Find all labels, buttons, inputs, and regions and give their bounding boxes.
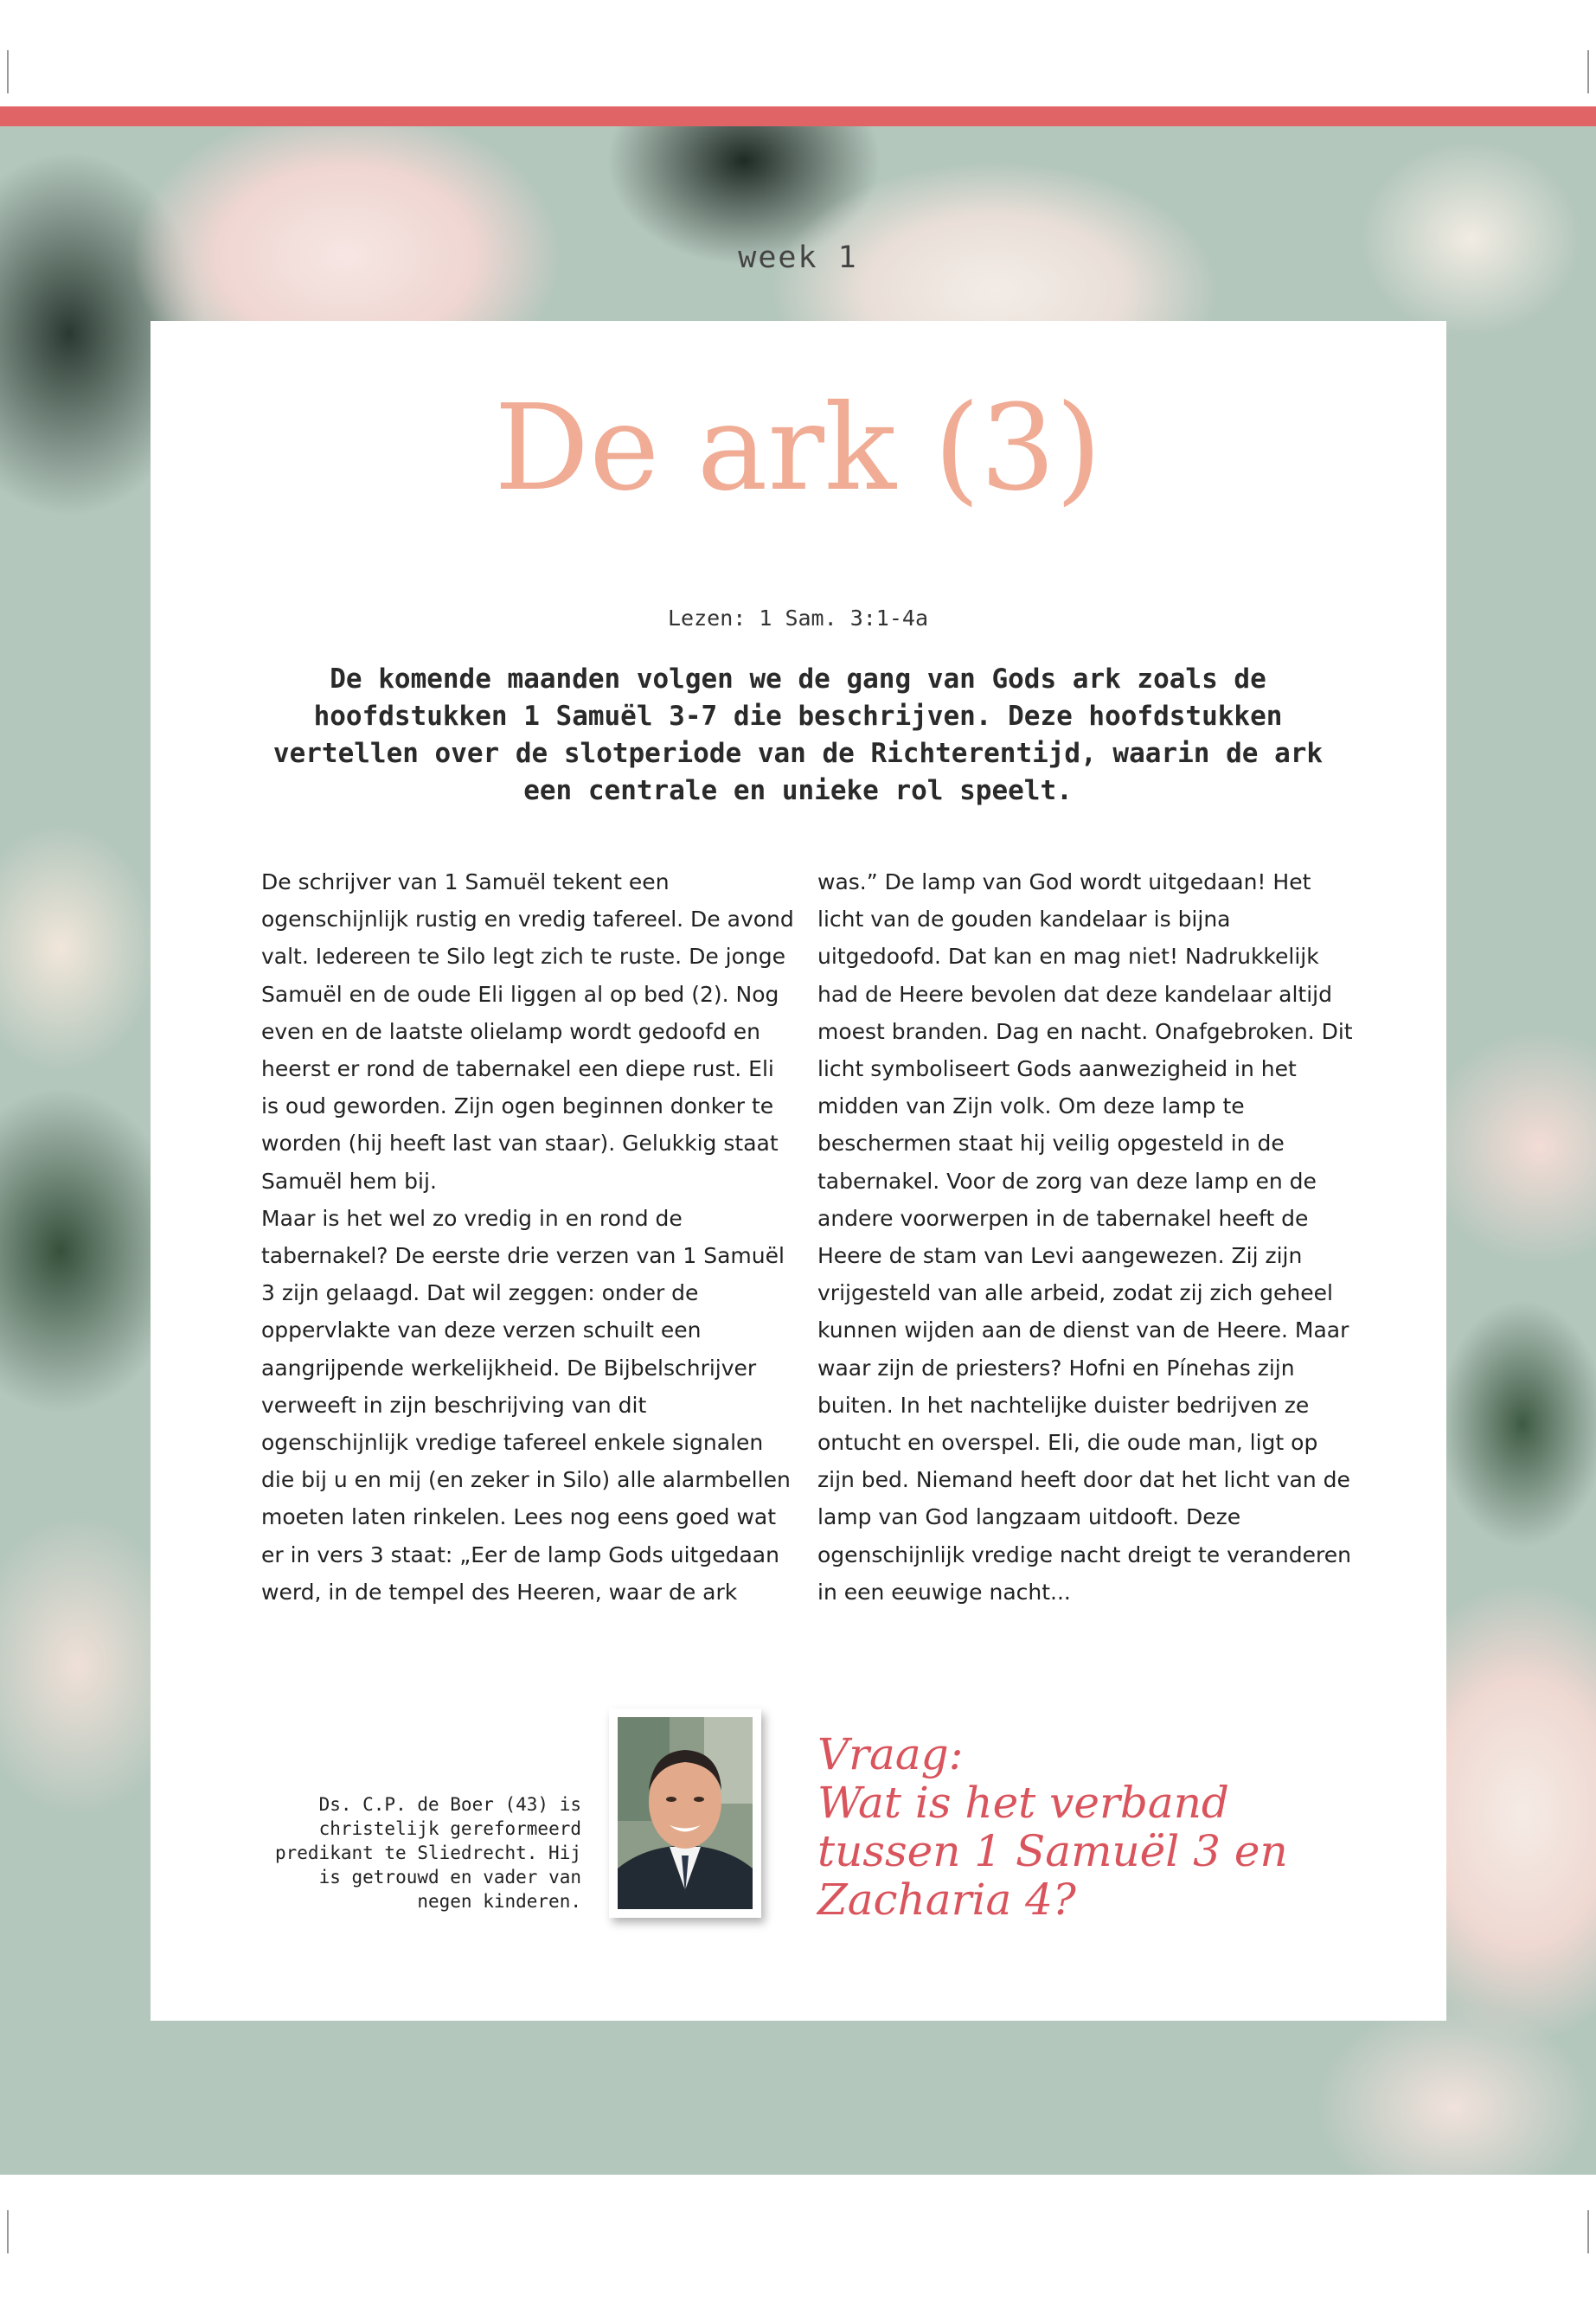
week-label: week 1 — [738, 240, 858, 275]
reading-reference: Lezen: 1 Sam. 3:1-4a — [667, 606, 929, 631]
top-color-stripe — [0, 106, 1596, 126]
body-column-left: De schrijver van 1 Samuël tekent een ogenschijnlijk rustig en vredig tafereel. De avond valt. Iedereen te Silo legt zich te ruste. De jonge Samuël en de oude Eli liggen al op bed (2). Nog even en de laatste olielamp wordt gedoofd en heerst er rond de tabernakel een diepe rust. Eli is oud geworden. Zijn ogen beginnen donker te worden (hij heeft last van staar). Gelukkig staat Samuël hem bij. Maar is het wel zo vredig in en rond de tabernakel? De eerste drie verzen van 1 Samuël 3 zijn gelaagd. Dat wil zeggen: onder de oppervlakte van deze verzen schuilt een aangrijpende werkelijkheid. De Bijbelschrijver verweeft in zijn beschrijving van dit ogenschijnlijk vredige tafereel enkele signalen die bij u en mij (en zeker in Silo) alle alarmbellen moeten laten rinkelen. Lees nog eens goed wat er in vers 3 staat: „Eer de lamp Gods uitgedaan werd, in de tempel des Heeren, waar de ark — [261, 869, 794, 1605]
question-line: tussen 1 Samuël 3 en — [817, 1826, 1288, 1876]
author-photo — [609, 1708, 761, 1918]
question-line: Zacharia 4? — [817, 1875, 1076, 1925]
author-portrait-image — [618, 1717, 753, 1909]
crop-mark-top-right — [1587, 50, 1589, 93]
article-title: De ark (3) — [494, 380, 1102, 517]
crop-mark-bottom-left — [7, 2210, 9, 2253]
crop-mark-top-left — [7, 50, 9, 93]
question-line: Wat is het verband — [817, 1778, 1229, 1828]
article-intro: De komende maanden volgen we de gang van Gods ark zoals de hoofdstukken 1 Samuël 3-7 die beschrijven. Deze hoofdstukken vertellen over de slotperiode van de Richterentijd, waarin de ark een centrale en unieke rol speelt. — [272, 663, 1324, 806]
crop-mark-bottom-right — [1587, 2210, 1589, 2253]
author-bio: Ds. C.P. de Boer (43) is christelijk gereformeerd predikant te Sliedrecht. Hij is getrouwd en vader van negen kinderen. — [274, 1794, 581, 1912]
question-label: Vraag: — [817, 1729, 964, 1779]
body-column-right: was.” De lamp van God wordt uitgedaan! Het licht van de gouden kandelaar is bijna uitgedoofd. Dat kan en mag niet! Nadrukkelijk had de Heere bevolen dat deze kandelaar altijd moest branden. Dag en nacht. Onafgebroken. Dit licht symboliseert Gods aanwezigheid in het midden van Zijn volk. Om deze lamp te beschermen staat hij veilig opgesteld in de tabernakel. Voor de zorg van deze lamp en de andere voorwerpen in de tabernakel heeft de Heere de stam van Levi aangewezen. Zij zijn vrijgesteld van alle arbeid, zodat zij zich geheel kunnen wijden aan de dienst van de Heere. Maar waar zijn de priesters? Hofni en Pínehas zijn buiten. In het nachtelijke duister bedrijven ze ontucht en overspel. Eli, die oude man, ligt op zijn bed. Niemand heeft door dat het licht van de lamp van God langzaam uitdooft. Deze ogenschijnlijk vredige nacht dreigt te veranderen in een eeuwige nacht... — [817, 869, 1353, 1605]
question-block — [817, 1730, 1354, 1924]
